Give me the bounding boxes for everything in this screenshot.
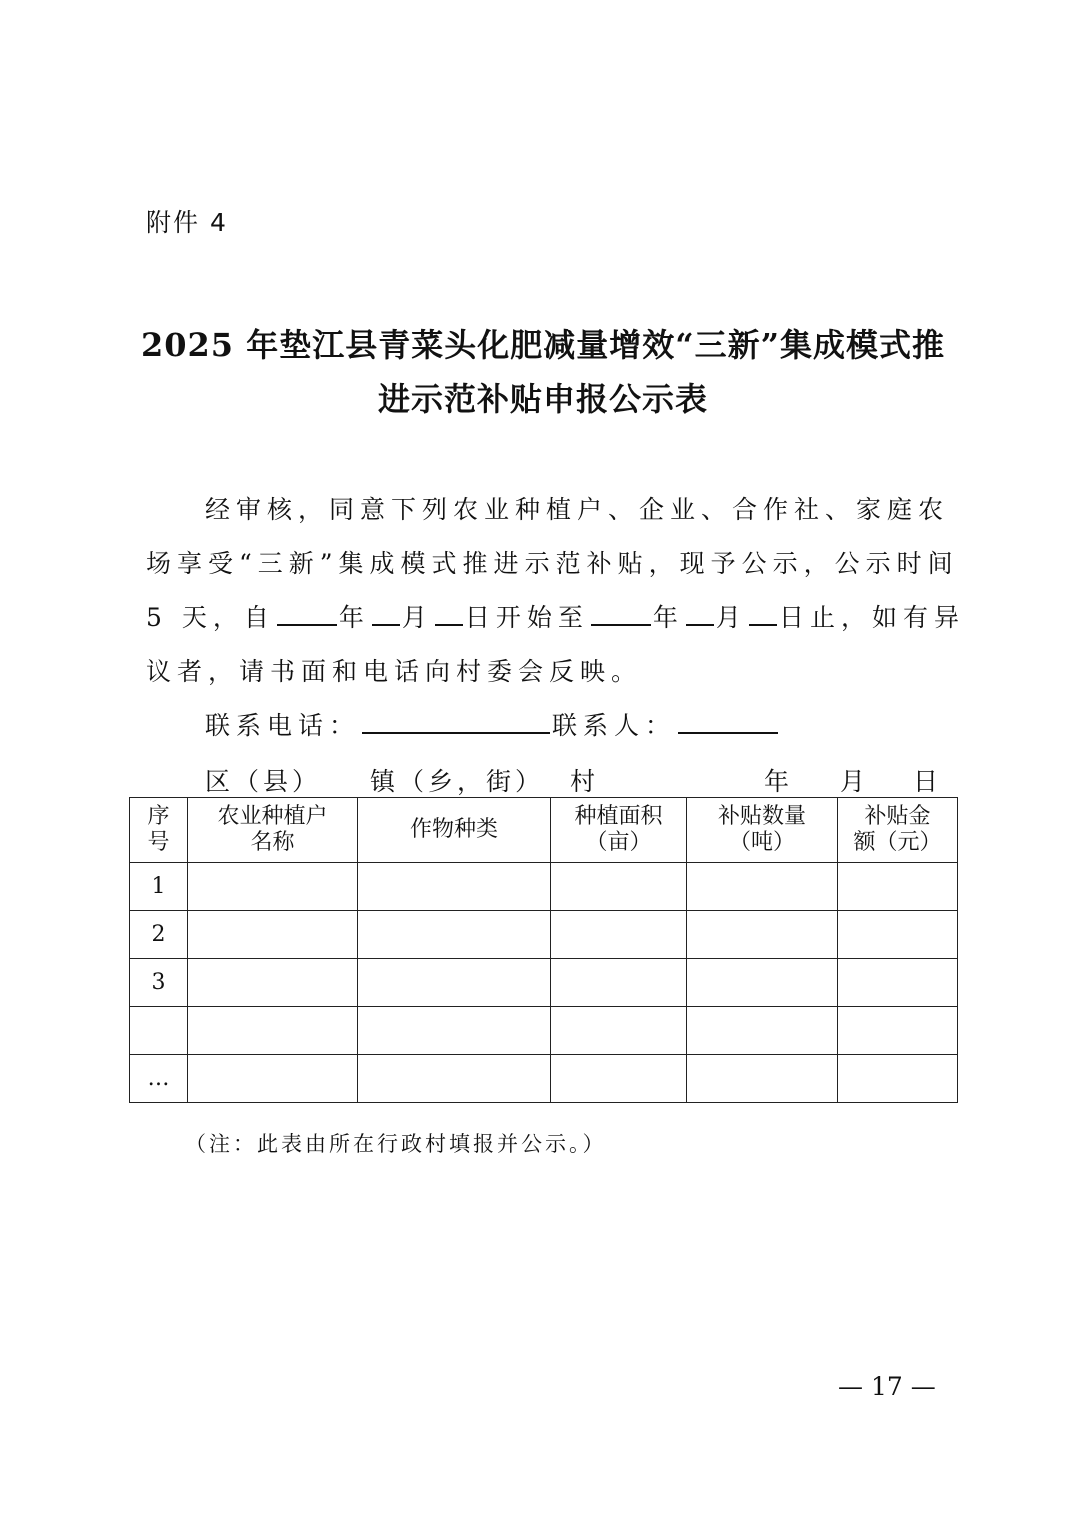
row-number: 2 [130, 911, 188, 959]
body-year-2: 年 [652, 603, 684, 632]
table-note: （注：此表由所在行政村填报并公示。） [185, 1132, 607, 1156]
area-cell [551, 863, 687, 911]
crop-type-cell [358, 911, 551, 959]
district-label: 区（县） [205, 767, 322, 796]
amount-cell [838, 1007, 958, 1055]
contact-person-label: 联系人： [552, 711, 677, 740]
row-number: … [130, 1055, 188, 1103]
body-month-1: 月 [401, 603, 433, 632]
table-row [130, 863, 958, 911]
attachment-label: 附件 4 [146, 208, 228, 237]
body-year-1: 年 [338, 603, 370, 632]
area-cell [551, 911, 687, 959]
subsidy-table [129, 797, 958, 1103]
phone-blank [362, 710, 550, 734]
body-line-1: 经审核，同意下列农业种植户、企业、合作社、家庭农 [205, 495, 950, 524]
table-header-row [130, 798, 958, 863]
end-day-blank [749, 602, 777, 626]
body-line-3-end: 日止，如有异 [778, 603, 965, 632]
amount-cell [838, 863, 958, 911]
table-row [130, 911, 958, 959]
village-label: 村 [570, 767, 600, 796]
document-title-line-2: 进示范补贴申报公示表 [377, 380, 708, 418]
month-label: 月 [840, 767, 870, 796]
grower-name-cell [188, 959, 358, 1007]
document-title-line-1: 2025 年垫江县青菜头化肥减量增效“三新”集成模式推 [140, 326, 946, 364]
table-row [130, 959, 958, 1007]
crop-type-cell [358, 1007, 551, 1055]
day-label: 日 [913, 767, 943, 796]
body-line-4: 议者，请书面和电话向村委会反映。 [146, 657, 643, 686]
body-day-1: 日开始至 [464, 603, 589, 632]
quantity-cell [687, 863, 838, 911]
town-label: 镇（乡，街） [370, 767, 545, 796]
end-year-blank [591, 602, 651, 626]
header-subsidy-amount: 补贴金 额（元） [838, 798, 958, 863]
header-planting-area: 种植面积 （亩） [551, 798, 687, 863]
body-line-2: 场享受“三新”集成模式推进示范补贴，现予公示，公示时间 [146, 549, 959, 578]
grower-name-cell [188, 1007, 358, 1055]
body-line-3-start: 5 天，自 [146, 603, 275, 632]
amount-cell [838, 959, 958, 1007]
start-year-blank [277, 602, 337, 626]
start-day-blank [435, 602, 463, 626]
phone-label: 联系电话： [205, 711, 361, 740]
page-number: — 17 — [838, 1372, 936, 1401]
row-number: 1 [130, 863, 188, 911]
grower-name-cell [188, 911, 358, 959]
header-serial-number: 序 号 [130, 798, 188, 863]
contact-person-blank [678, 710, 778, 734]
start-month-blank [372, 602, 400, 626]
crop-type-cell [358, 1055, 551, 1103]
quantity-cell [687, 1055, 838, 1103]
end-month-blank [686, 602, 714, 626]
quantity-cell [687, 911, 838, 959]
year-label: 年 [764, 767, 794, 796]
body-month-2: 月 [715, 603, 747, 632]
grower-name-cell [188, 863, 358, 911]
row-number: 3 [130, 959, 188, 1007]
area-cell [551, 959, 687, 1007]
crop-type-cell [358, 863, 551, 911]
table-row [130, 1007, 958, 1055]
amount-cell [838, 1055, 958, 1103]
header-grower-name: 农业种植户 名称 [188, 798, 358, 863]
body-line-3 [146, 598, 965, 634]
table-row [130, 1055, 958, 1103]
quantity-cell [687, 1007, 838, 1055]
header-subsidy-quantity: 补贴数量 （吨） [687, 798, 838, 863]
amount-cell [838, 911, 958, 959]
quantity-cell [687, 959, 838, 1007]
row-number [130, 1007, 188, 1055]
contact-line [205, 706, 780, 742]
area-cell [551, 1007, 687, 1055]
crop-type-cell [358, 959, 551, 1007]
header-crop-type: 作物种类 [358, 798, 551, 863]
area-cell [551, 1055, 687, 1103]
grower-name-cell [188, 1055, 358, 1103]
